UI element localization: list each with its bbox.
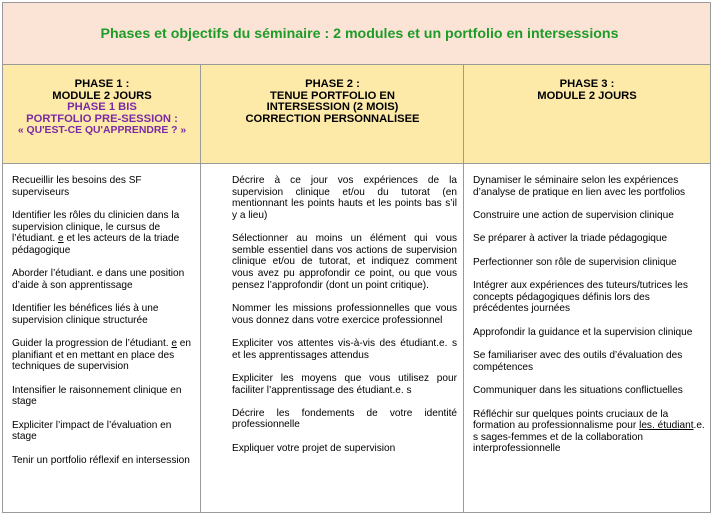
phase1-line1: PHASE 1 :: [74, 78, 130, 90]
phase1-line4: PORTFOLIO PRE-SESSION :: [26, 112, 178, 125]
list-item: Décrire les fondements de votre identité professionnelle: [232, 407, 457, 431]
list-item: Expliciter vos attentes vis-à-vis des étudiant.e. s et les apprentissages attendus: [232, 337, 457, 361]
phase2-line3: INTERSESSION (2 MOIS): [266, 101, 399, 114]
phase1-line2: MODULE 2 JOURS: [52, 89, 152, 102]
list-item: Identifier les rôles du clinicien dans la supervision clinique, le cursus de l’étudiant. e et les acteurs de la triade pédagogique: [12, 209, 180, 256]
list-item: Se préparer à activer la triade pédagogique: [473, 233, 668, 245]
list-item: Aborder l’étudiant. e dans une position d’aide à son apprentissage: [12, 268, 185, 291]
list-item: Perfectionner son rôle de supervision clinique: [473, 256, 677, 268]
list-item: Décrire à ce jour vos expériences de la supervision clinique et/ou du tutorat (en mentionnant les points hauts et les points bas s’il y a lieu): [232, 175, 457, 221]
list-item: Sélectionner au moins un élément qui vous semble essentiel dans vos actions de supervision clinique et/ou de tutorat, et indiquez comment vous avez pu approfondir ce point, ou que vous pensez l’approfondir (dont un point critique).: [232, 233, 457, 291]
phase1-line3: PHASE 1 BIS: [67, 101, 137, 114]
list-item: Se familiariser avec des outils d’évaluation des compétences: [473, 350, 683, 373]
phase2-line2: TENUE PORTFOLIO EN: [270, 89, 395, 102]
header-row: [3, 65, 710, 164]
phase1-line5: « QU'EST-CE QU'APPRENDRE ? »: [17, 125, 187, 137]
list-item: Communiquer dans les situations conflictuelles: [473, 385, 683, 397]
phase2-header: [201, 65, 464, 163]
list-item: Nommer les missions professionnelles que vous vous donnez dans votre exercice professionnel: [232, 302, 457, 326]
phase2-line1: PHASE 2 :: [305, 78, 360, 90]
phase3-line2: MODULE 2 JOURS: [537, 89, 637, 102]
list-item: Expliquer votre projet de supervision: [232, 442, 396, 454]
list-item: Recueillir les besoins des SF superviseurs: [12, 175, 142, 198]
list-item: Dynamiser le séminaire selon les expériences d’analyse de pratique en lien avec les portfolios: [473, 175, 686, 198]
list-item: Réfléchir sur quelques points cruciaux de la formation au professionnalisme pour les. étudiant.e. s sages-femmes et de la collaboration interprofessionnelle: [473, 408, 705, 455]
phase1-header: [3, 65, 201, 163]
list-item: Tenir un portfolio réflexif en intersession: [12, 454, 190, 466]
list-item: Construire une action de supervision clinique: [473, 209, 674, 221]
list-item: Expliciter les moyens que vous utilisez pour faciliter l’apprentissage des étudiant.e. s: [232, 372, 457, 396]
phase3-header: [464, 65, 710, 163]
table-title: Phases et objectifs du séminaire : 2 modules et un portfolio en intersessions: [100, 25, 619, 42]
phase3-objectives: [464, 164, 710, 512]
phase2-line4: CORRECTION PERSONNALISEE: [245, 112, 420, 125]
list-item: Identifier les bénéfices liés à une supervision clinique structurée: [12, 303, 159, 326]
list-item: Expliciter l’impact de l’évaluation en stage: [12, 419, 172, 443]
phase3-line1: PHASE 3 :: [559, 78, 615, 90]
list-item: Intégrer aux expériences des tuteurs/tutrices les concepts pédagogiques définis lors des précédentes journées: [473, 280, 688, 315]
list-item: Approfondir la guidance et la supervision clinique: [473, 326, 693, 338]
title-row: [3, 3, 710, 65]
list-item: Intensifier le raisonnement clinique en stage: [12, 384, 182, 408]
phase1-objectives: [3, 164, 200, 512]
seminar-phases-table: [2, 2, 711, 513]
objectives-row: [3, 164, 710, 512]
list-item: Guider la progression de l’étudiant. e en planifiant et en mettant en place des techniques de supervision: [12, 338, 192, 373]
phase2-objectives: [201, 164, 463, 512]
